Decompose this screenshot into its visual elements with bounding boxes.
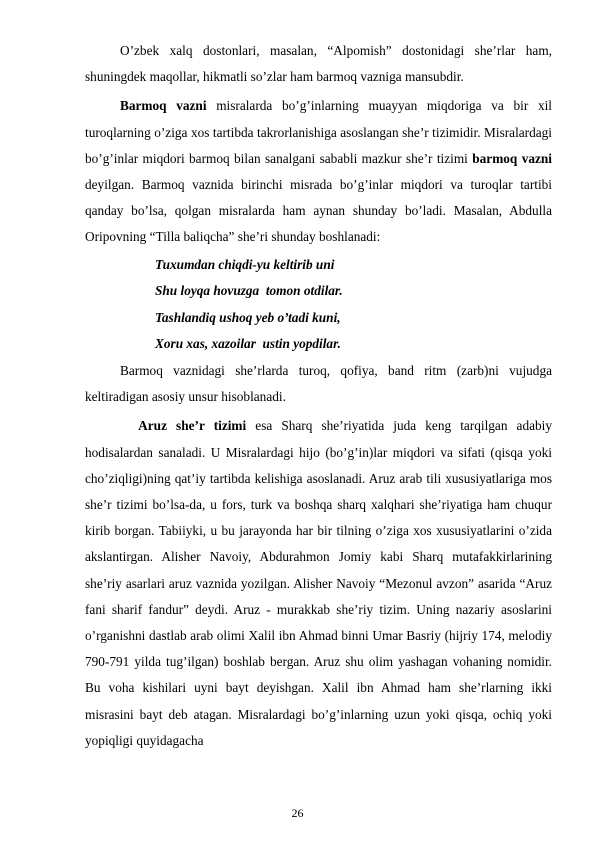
paragraph-intro — [85, 38, 552, 90]
paragraph-aruz — [85, 413, 552, 754]
paragraph-barmoq-elements — [85, 358, 552, 410]
document-page — [85, 38, 552, 754]
paragraph-barmoq-text-1: misralarda bo’g’inlarning muayyan miqdoriga va bir xil turoqlarning o’ziga xos tartibda takrorlanishiga asoslangan she’r tizimidir. Misralardagi bo’g’inlar miqdori barmoq bilan sanalgani sababli mazkur she’r tizimi — [85, 98, 552, 166]
paragraph-aruz-text: esa Sharq she’riyatida juda keng tarqilgan adabiy hodisalardan sanaladi. U Misralardagi hijo (bo’g’in)lar miqdori va sifati (qisqa yoki cho’ziqligi)ning qat’iy tartibda kelishiga asoslanadi. Aruz arab tili xususiyatlariga mos she’r tizimi bo’lsa-da, u fors, turk va boshqa sharq xalqhari she’riyatiga ham chuqur kirib borgan. Tabiiyki, u bu jarayonda har bir tilning o’ziga xos xususiyatlarini o’zida akslantirgan. Alisher Navoiy, Abdurahmon Jomiy kabi Sharq mutafakkirlarining she’riy asarlari aruz vaznida yozilgan. Alisher Navoiy “Mezonul avzon” asarida “Aruz fani sharif fandur” deydi. Aruz - murakkab she’riy tizim. Uning nazariy asoslarini o’rganishni dastlab arab olimi Xalil ibn Ahmad binni Umar Basriy (hijriy 174, melodiy 790-791 yilda tug’ilgan) boshlab bergan. Aruz shu olim yashagan vohaning nomidir. Bu voha kishilari uyni bayt deyishgan. Xalil ibn Ahmad ham she’rlarning ikki misrasini bayt deb atagan. Misralardagi bo’g’inlarning uzun yoki qisqa, ochiq yoki yopiqligi quyidagacha — [85, 418, 552, 748]
term-barmoq-vazni: Barmoq vazni — [120, 98, 207, 114]
paragraph-barmoq-definition — [85, 93, 552, 250]
paragraph-elements-text: Barmoq vaznidagi she’rlarda turoq, qofiya, band ritm (zarb)ni vujudga keltiradigan asosiy unsur hisoblanadi. — [85, 363, 552, 405]
poem-excerpt — [155, 252, 552, 358]
poem-line: Tashlandiq ushoq yeb o’tadi kuni, — [155, 309, 341, 325]
paragraph-intro-text: O’zbek xalq dostonlari, masalan, “Alpomish” dostonidagi she’rlar ham, shuningdek maqollar, hikmatli so’zlar ham barmoq vazniga mansubdir. — [85, 43, 552, 85]
poem-line: Tuxumdan chiqdi-yu keltirib uni — [155, 256, 335, 272]
term-barmoq-vazni-repeat: barmoq vazni — [472, 150, 552, 166]
poem-line: Shu loyqa hovuzga tomon otdilar. — [155, 283, 343, 299]
paragraph-barmoq-text-2: deyilgan. Barmoq vaznida birinchi misrada bo’g’inlar miqdori va turoqlar tartibi qanday bo’lsa, qolgan misralarda ham aynan shunday bo’ladi. Masalan, Abdulla Oripovning “Tilla baliqcha” she’ri shunday boshlanadi: — [85, 177, 552, 245]
poem-line: Xoru xas, xazoilar ustin yopdilar. — [155, 336, 341, 352]
term-aruz-sher-tizimi: Aruz she’r tizimi — [120, 418, 247, 434]
page-number: 26 — [291, 806, 304, 820]
